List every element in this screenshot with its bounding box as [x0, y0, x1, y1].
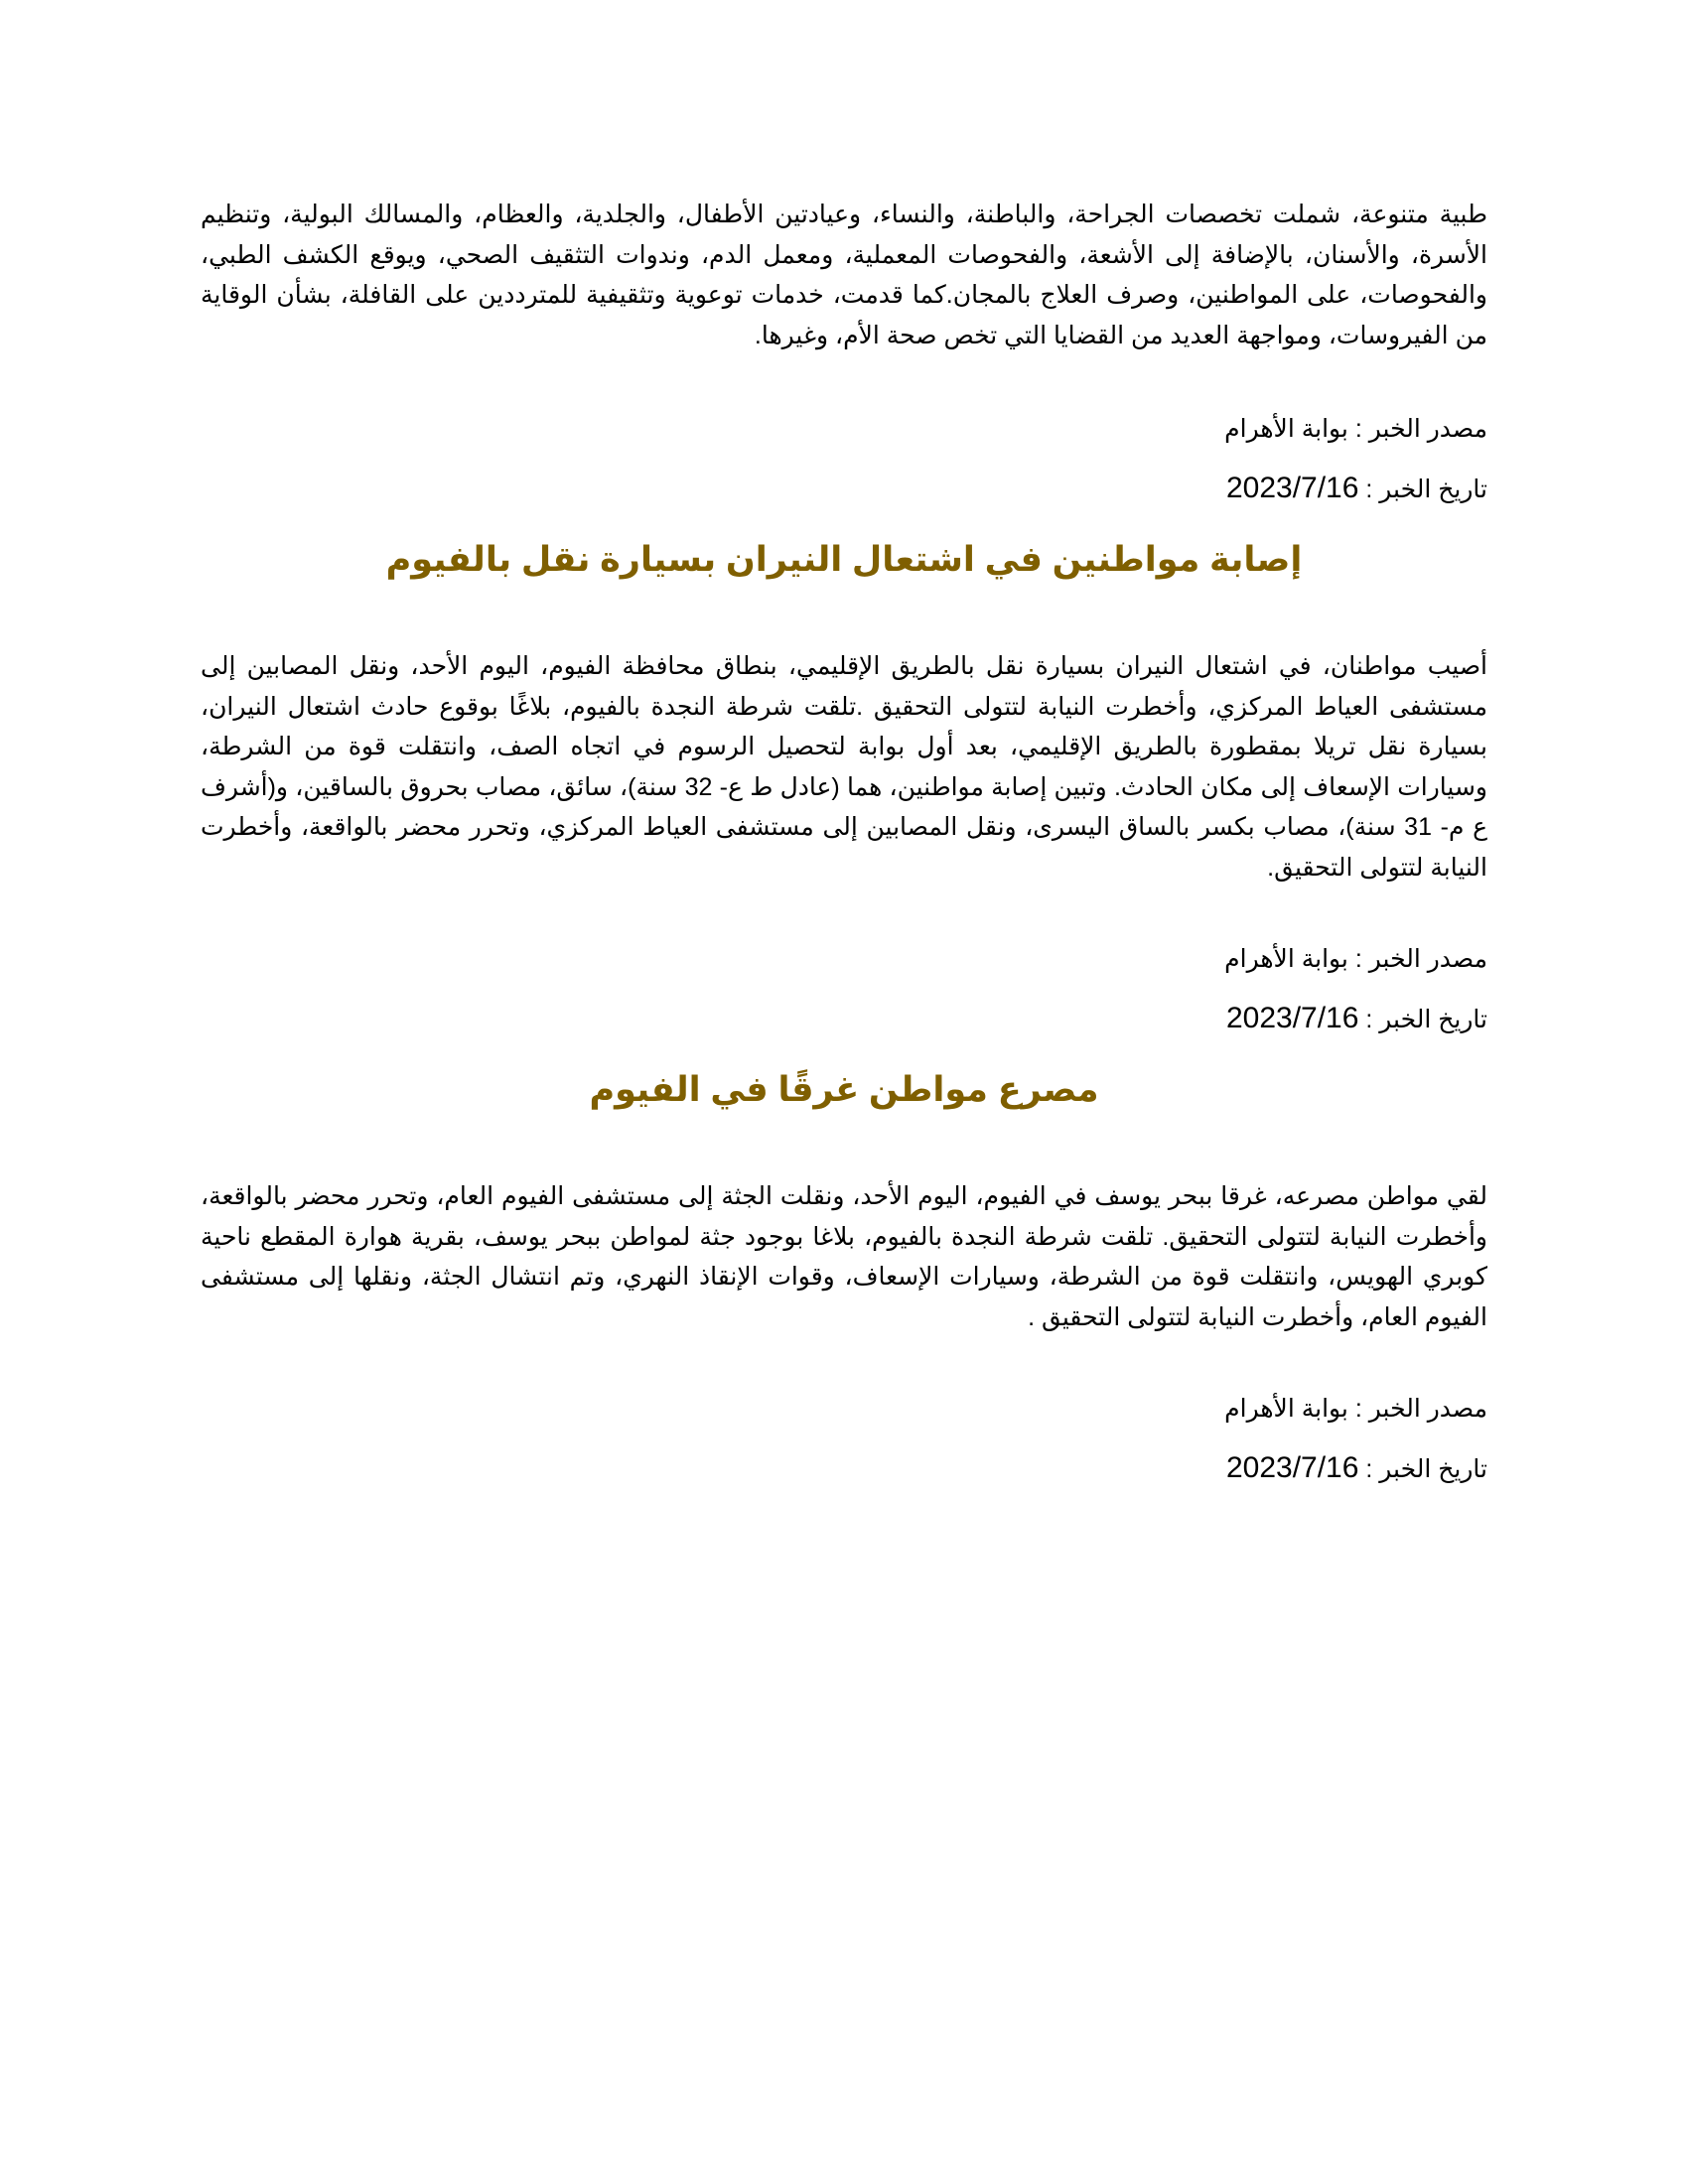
date-value: 2023/7/16 — [1225, 472, 1359, 504]
source-value: بوابة الأهرام — [1224, 415, 1348, 443]
news-source — [201, 943, 1487, 975]
date-label: تاريخ الخبر : — [1365, 1006, 1487, 1033]
date-label: تاريخ الخبر : — [1365, 1455, 1487, 1483]
document-page — [201, 195, 1487, 1485]
news-source — [201, 413, 1487, 445]
article-1 — [201, 195, 1487, 505]
news-date — [201, 1003, 1487, 1035]
article-body: أصيب مواطنان، في اشتعال النيران بسيارة نقل بالطريق الإقليمي، بنطاق محافظة الفيوم، اليوم الأحد، ونقل المصابين إلى مستشفى العياط المركزي، وأخطرت النيابة لتتولى التحقيق .تلقت شرطة النجدة بالفيوم، بلاغًا بوقوع حادث اشتعال النيران، بسيارة نقل تريلا بمقطورة بالطريق الإقليمي، بعد أول بوابة لتحصيل الرسوم في اتجاه الصف، وانتقلت قوة من الشرطة، وسيارات الإسعاف إلى مكان الحادث. وتبين إصابة مواطنين، هما (عادل ط ع- 32 سنة)، سائق، مصاب بحروق بالساقين، و(أشرف ع م- 31 سنة)، مصاب بكسر بالساق اليسرى، ونقل المصابين إلى مستشفى العياط المركزي، وتحرر محضر بالواقعة، وأخطرت النيابة لتتولى التحقيق. — [201, 652, 1487, 882]
news-source — [201, 1393, 1487, 1425]
source-label: مصدر الخبر : — [1354, 415, 1487, 443]
source-value: بوابة الأهرام — [1224, 1395, 1348, 1423]
news-date — [201, 473, 1487, 505]
date-value: 2023/7/16 — [1225, 1451, 1359, 1484]
date-label: تاريخ الخبر : — [1365, 476, 1487, 503]
article-2 — [201, 535, 1487, 1035]
news-date — [201, 1452, 1487, 1485]
article-title: مصرع مواطن غرقًا في الفيوم — [589, 1070, 1099, 1109]
source-label: مصدر الخبر : — [1354, 945, 1487, 973]
article-body: لقي مواطن مصرعه، غرقا ببحر يوسف في الفيوم، اليوم الأحد، ونقلت الجثة إلى مستشفى الفيوم العام، وتحرر محضر بالواقعة، وأخطرت النيابة لتتولى التحقيق. تلقت شرطة النجدة بالفيوم، بلاغا بوجود جثة لمواطن ببحر يوسف، بقرية هوارة المقطع ناحية كوبري الهويس، وانتقلت قوة من الشرطة، وسيارات الإسعاف، وقوات الإنقاذ النهري، وتم انتشال الجثة، ونقلها إلى مستشفى الفيوم العام، وأخطرت النيابة لتتولى التحقيق . — [201, 1182, 1487, 1331]
article-title: إصابة مواطنين في اشتعال النيران بسيارة نقل بالفيوم — [385, 540, 1303, 579]
source-label: مصدر الخبر : — [1354, 1395, 1487, 1423]
article-body: طبية متنوعة، شملت تخصصات الجراحة، والباطنة، والنساء، وعيادتين الأطفال، والجلدية، والعظام، والمسالك البولية، وتنظيم الأسرة، والأسنان، بالإضافة إلى الأشعة، والفحوصات المعملية، ومعمل الدم، وندوات التثقيف الصحي، ويوقع الكشف الطبي، والفحوصات، على المواطنين، وصرف العلاج بالمجان.كما قدمت، خدمات توعوية وتثقيفية للمترددين على القافلة، بشأن الوقاية من الفيروسات، ومواجهة العديد من القضايا التي تخص صحة الأم، وغيرها. — [201, 201, 1487, 349]
date-value: 2023/7/16 — [1225, 1002, 1359, 1034]
source-value: بوابة الأهرام — [1224, 945, 1348, 973]
article-3 — [201, 1065, 1487, 1485]
